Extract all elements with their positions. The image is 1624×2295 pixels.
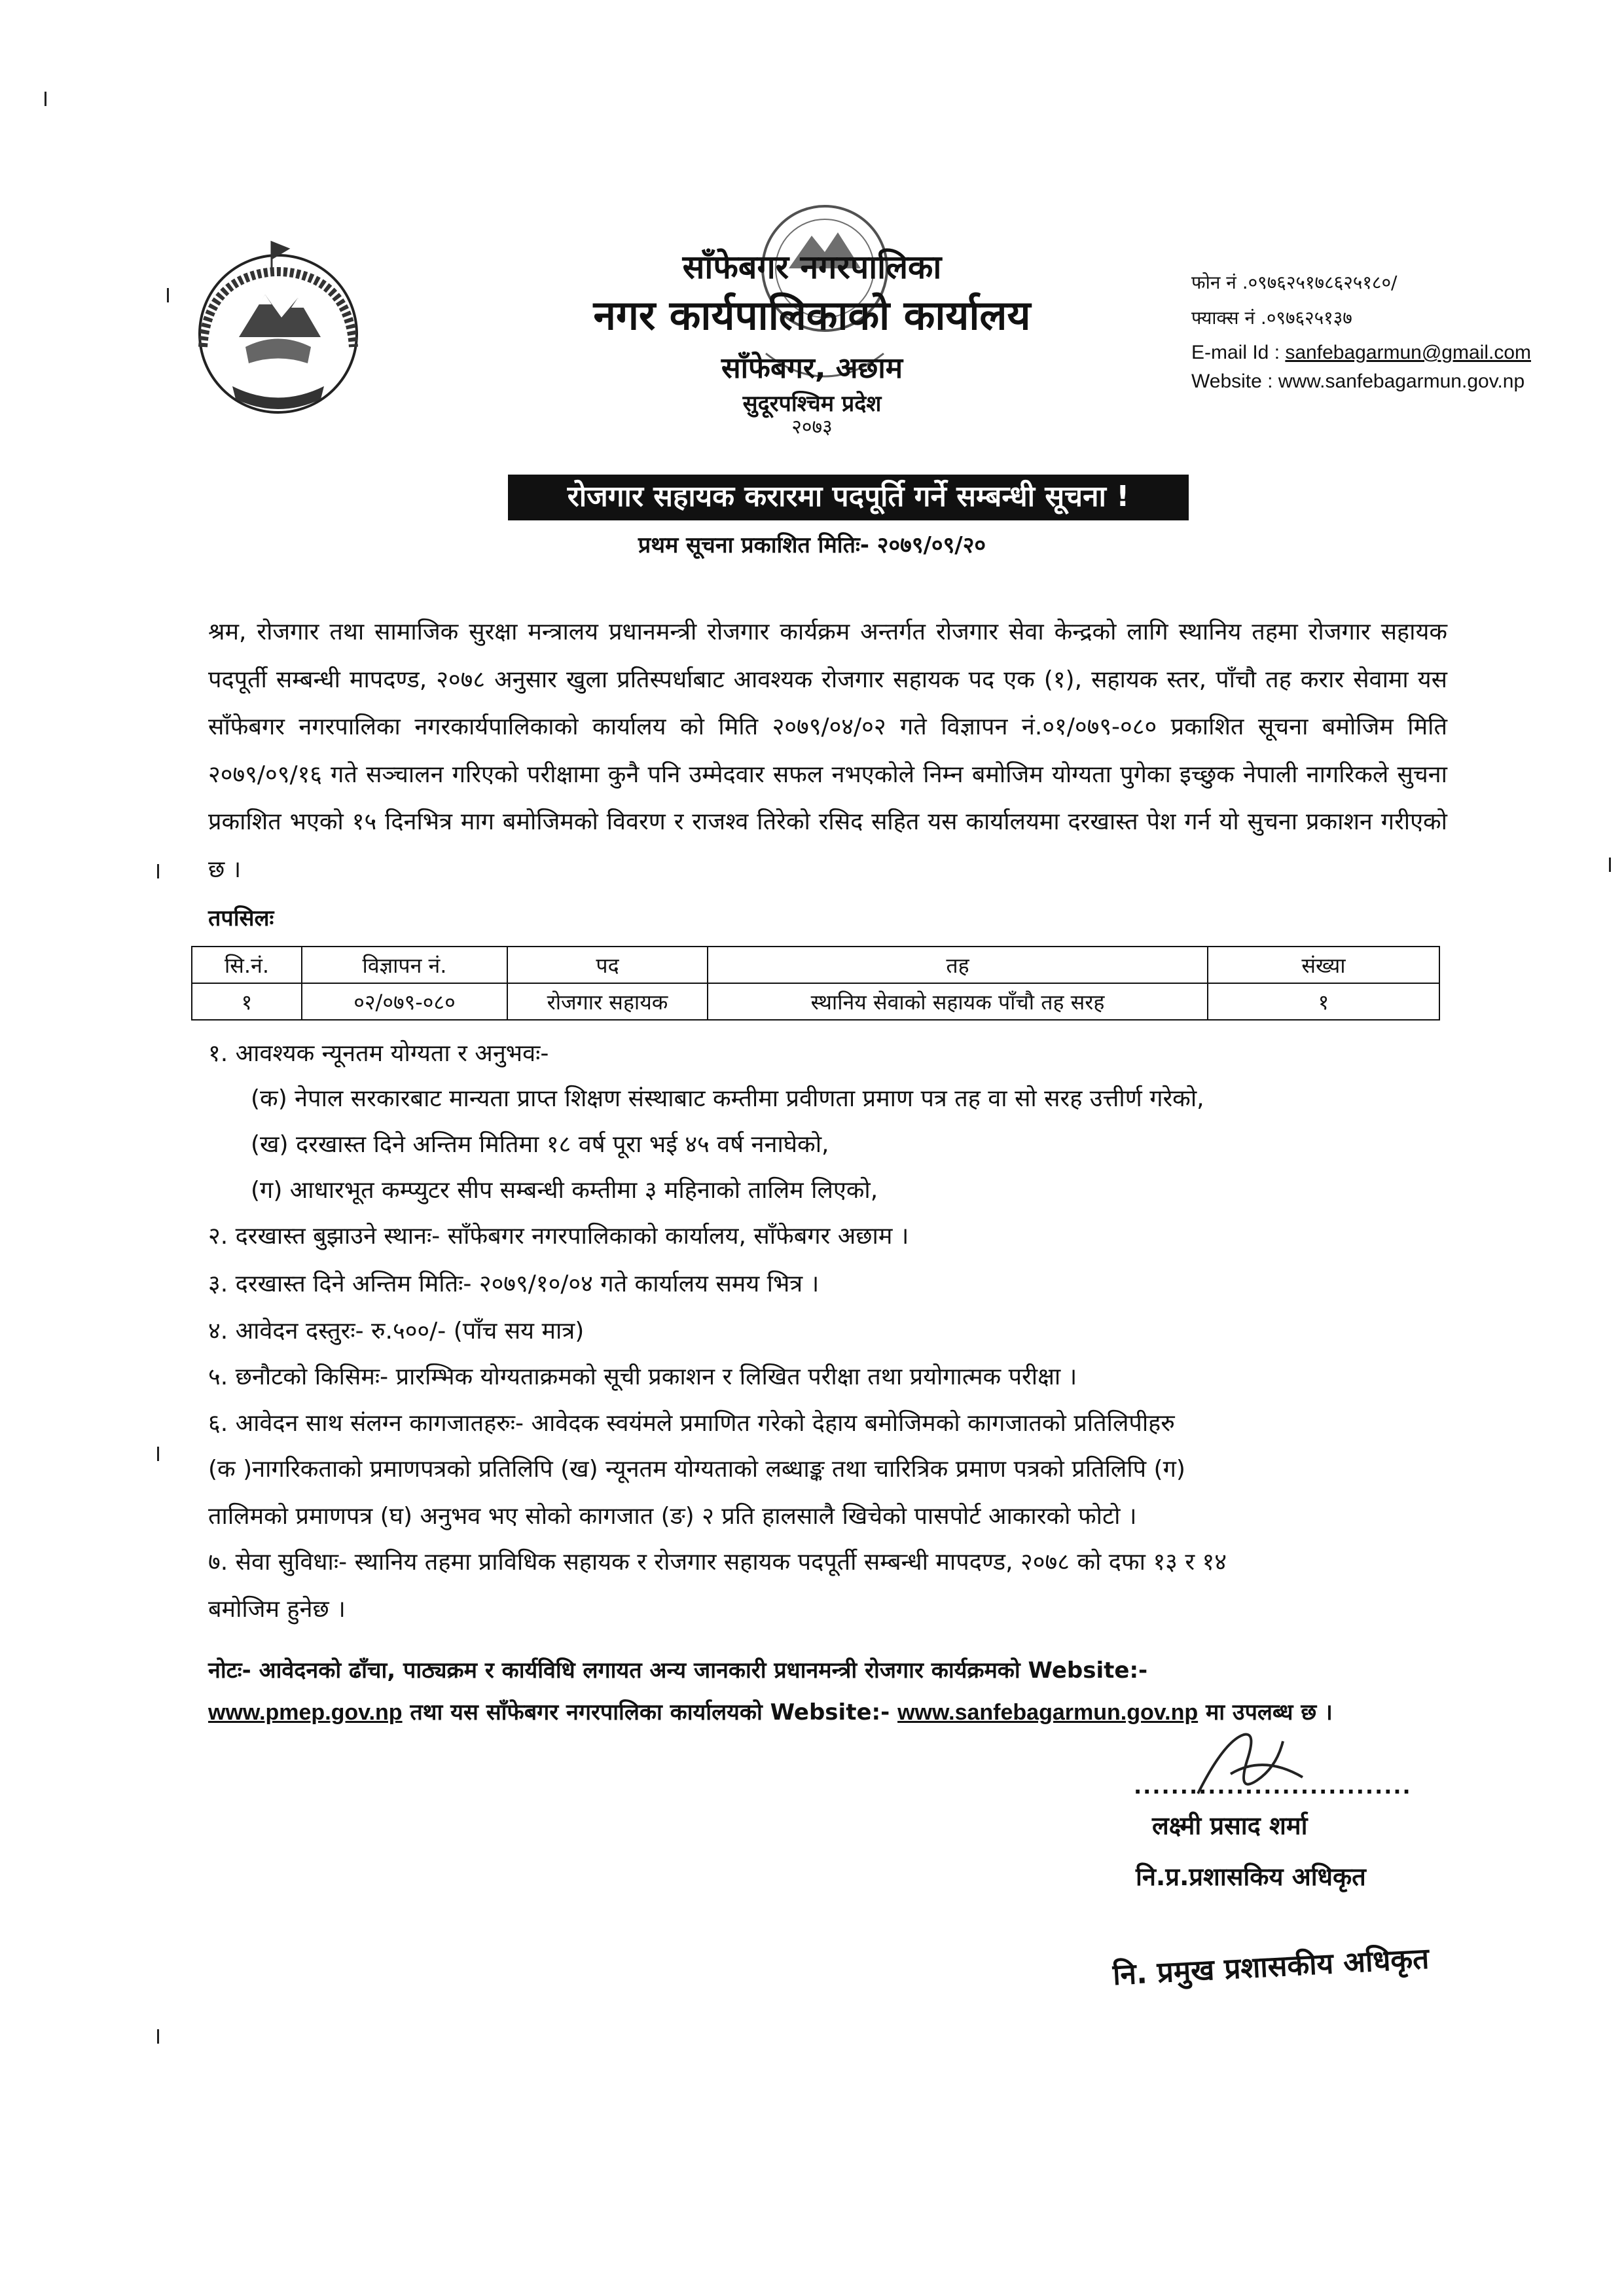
signature-line: .............................. — [1134, 1774, 1412, 1799]
item-4-fee: ४. आवेदन दस्तुरः- रु.५००/- (पाँच सय मात्र) — [208, 1318, 585, 1345]
note-text-1: नोटः- आवेदनको ढाँचा, पाठ्यक्रम र कार्यविधि लगायत अन्य जानकारी प्रधानमन्त्री रोजगार कार्यक्रमको Website:- — [208, 1657, 1148, 1684]
item-7-benefits: ७. सेवा सुविधाः- स्थानिय तहमा प्राविधिक सहायक र रोजगार सहायक पदपूर्ती सम्बन्धी मापदण्ड, २०७८ को दफा १३ र १४ — [208, 1549, 1227, 1576]
item-6-documents: ६. आवेदन साथ संलग्न कागजातहरुः- आवेदक स्वयंमले प्रमाणित गरेको देहाय बमोजिमको कागजातको प्रतिलिपीहरु — [208, 1410, 1175, 1437]
note-text-3: मा उपलब्ध छ । — [1198, 1699, 1333, 1726]
intro-paragraph: श्रम, रोजगार तथा सामाजिक सुरक्षा मन्त्रालय प्रधानमन्त्री रोजगार कार्यक्रम अन्तर्गत रोजगार सेवा केन्द्रको लागि स्थानिय तहमा रोजगार सहायक पदपूर्ती सम्बन्धी मापदण्ड, २०७८ अनुसार खुला प्रतिस्पर्धाबाट आवश्यक रोजगार सहायक पद एक (१), सहायक स्तर, पाँचौ तह करार सेवामा यस साँफेबगर नगरपालिका नगरकार्यपालिकाको कार्यालय को मिति २०७९/०४/०२ गते विज्ञापन नं.०१/०७९-०८० प्रकाशित सूचना बमोजिम मिति २०७९/०९/१६ गते सञ्चालन गरिएको परीक्षामा कुनै पनि उम्मेदवार सफल नभएकोले निम्न बमोजिम योग्यता पुगेका इच्छुक नेपाली नागरिकले सुचना प्रकाशित भएको १५ दिनभित्र माग बमोजिमको विवरण र राजश्व तिरेको रसिद सहित यस कार्यालयमा दरखास्त पेश गर्न यो सुचना प्रकाशन गरीएको छ । — [208, 619, 1447, 883]
col-serial: सि.नं. — [192, 947, 302, 983]
note-text-2: तथा यस साँफेबगर नगरपालिका कार्यालयको Website:- — [402, 1699, 898, 1726]
municipality-website-link[interactable]: www.sanfebagarmun.gov.np — [897, 1700, 1199, 1725]
scan-mark — [157, 864, 159, 878]
item-1a: (क) नेपाल सरकारबाट मान्यता प्राप्त शिक्षण संस्थाबाट कम्तीमा प्रवीणता प्रमाण पत्र तह वा सो सरह उत्तीर्ण गरेको, — [251, 1085, 1204, 1112]
first-published-date: प्रथम सूचना प्रकाशित मितिः- २०७९/०९/२० — [638, 532, 986, 558]
item-1c: (ग) आधारभूत कम्प्युटर सीप सम्बन्धी कम्तीमा ३ महिनाको तालिम लिएको, — [251, 1177, 878, 1204]
municipality-name: साँफेबगर नगरपालिका — [682, 248, 942, 286]
website-label: Website : — [1191, 370, 1278, 392]
item-2-location: २. दरखास्त बुझाउने स्थानः- साँफेबगर नगरपालिकाको कार्यालय, साँफेबगर अछाम । — [208, 1223, 909, 1250]
scan-mark — [157, 1447, 159, 1461]
email-line — [1191, 342, 1531, 364]
province-name: सुदूरपश्चिम प्रदेश — [742, 391, 882, 417]
cell-post: रोजगार सहायक — [507, 983, 708, 1020]
item-7-line-2: बमोजिम हुनेछ । — [208, 1596, 346, 1623]
scan-mark — [45, 92, 46, 106]
website-link[interactable]: www.sanfebagarmun.gov.np — [1278, 370, 1525, 392]
col-post: पद — [507, 947, 708, 983]
email-label: E-mail Id : — [1191, 342, 1286, 363]
item-5-selection: ५. छनौटको किसिमः- प्रारम्भिक योग्यताक्रमको सूची प्रकाशन र लिखित परीक्षा तथा प्रयोगात्मक परीक्षा । — [208, 1364, 1077, 1390]
vacancy-table — [191, 946, 1440, 1021]
website-line — [1191, 370, 1525, 393]
phone-number: फोन नं .०९७६२५१७८६२५१८०/ — [1191, 272, 1398, 293]
details-heading: तपसिलः — [208, 905, 274, 931]
office-place: साँफेबगर, अछाम — [721, 352, 903, 385]
item-6-line-3: तालिमको प्रमाणपत्र (घ) अनुभव भए सोको कागजात (ङ) २ प्रति हालसालै खिचेको पासपोर्ट आकारको फोटो । — [208, 1503, 1137, 1530]
table-row — [192, 983, 1439, 1020]
email-link[interactable]: sanfebagarmun@gmail.com — [1285, 342, 1532, 363]
establishment-year: २०७३ — [791, 416, 833, 439]
item-3-deadline: ३. दरखास्त दिने अन्तिम मितिः- २०७९/१०/०४ गते कार्यालय समय भित्र । — [208, 1271, 820, 1297]
item-6-line-2: (क )नागरिकताको प्रमाणपत्रको प्रतिलिपि (ख) न्यूनतम योग्यताको लब्धाङ्क तथा चारित्रिक प्रमाण पत्रको प्रतिलिपि (ग) — [208, 1456, 1185, 1483]
signatory-title: नि.प्र.प्रशासकिय अधिकृत — [1136, 1862, 1366, 1891]
item-1b: (ख) दरखास्त दिने अन्तिम मितिमा १८ वर्ष पूरा भई ४५ वर्ष ननाघेको, — [251, 1131, 829, 1158]
item-1-qualification: १. आवश्यक न्यूनतम योग्यता र अनुभवः- — [208, 1040, 549, 1067]
col-level: तह — [708, 947, 1208, 983]
cell-count: १ — [1208, 983, 1439, 1020]
signatory-name: लक्ष्मी प्रसाद शर्मा — [1152, 1811, 1308, 1840]
col-count: संख्या — [1208, 947, 1439, 983]
pmep-link[interactable]: www.pmep.gov.np — [208, 1700, 403, 1725]
cell-ad-number: ०२/०७९-०८० — [302, 983, 507, 1020]
col-ad-number: विज्ञापन नं. — [302, 947, 507, 983]
cell-level: स्थानिय सेवाको सहायक पाँचौ तह सरह — [708, 983, 1208, 1020]
cell-serial: १ — [192, 983, 302, 1020]
designation-stamp: नि. प्रमुख प्रशासकीय अधिकृत — [1111, 1942, 1430, 1992]
scan-mark — [167, 288, 169, 302]
notice-title: रोजगार सहायक करारमा पदपूर्ति गर्ने सम्बन्धी सूचना ! — [508, 475, 1189, 520]
fax-number: फ्याक्स नं .०९७६२५१३७ — [1191, 307, 1352, 329]
scan-mark — [157, 2029, 159, 2044]
office-name: नगर कार्यपालिकाको कार्यालय — [593, 291, 1031, 339]
table-header-row — [192, 947, 1439, 983]
scan-mark — [1609, 858, 1611, 872]
